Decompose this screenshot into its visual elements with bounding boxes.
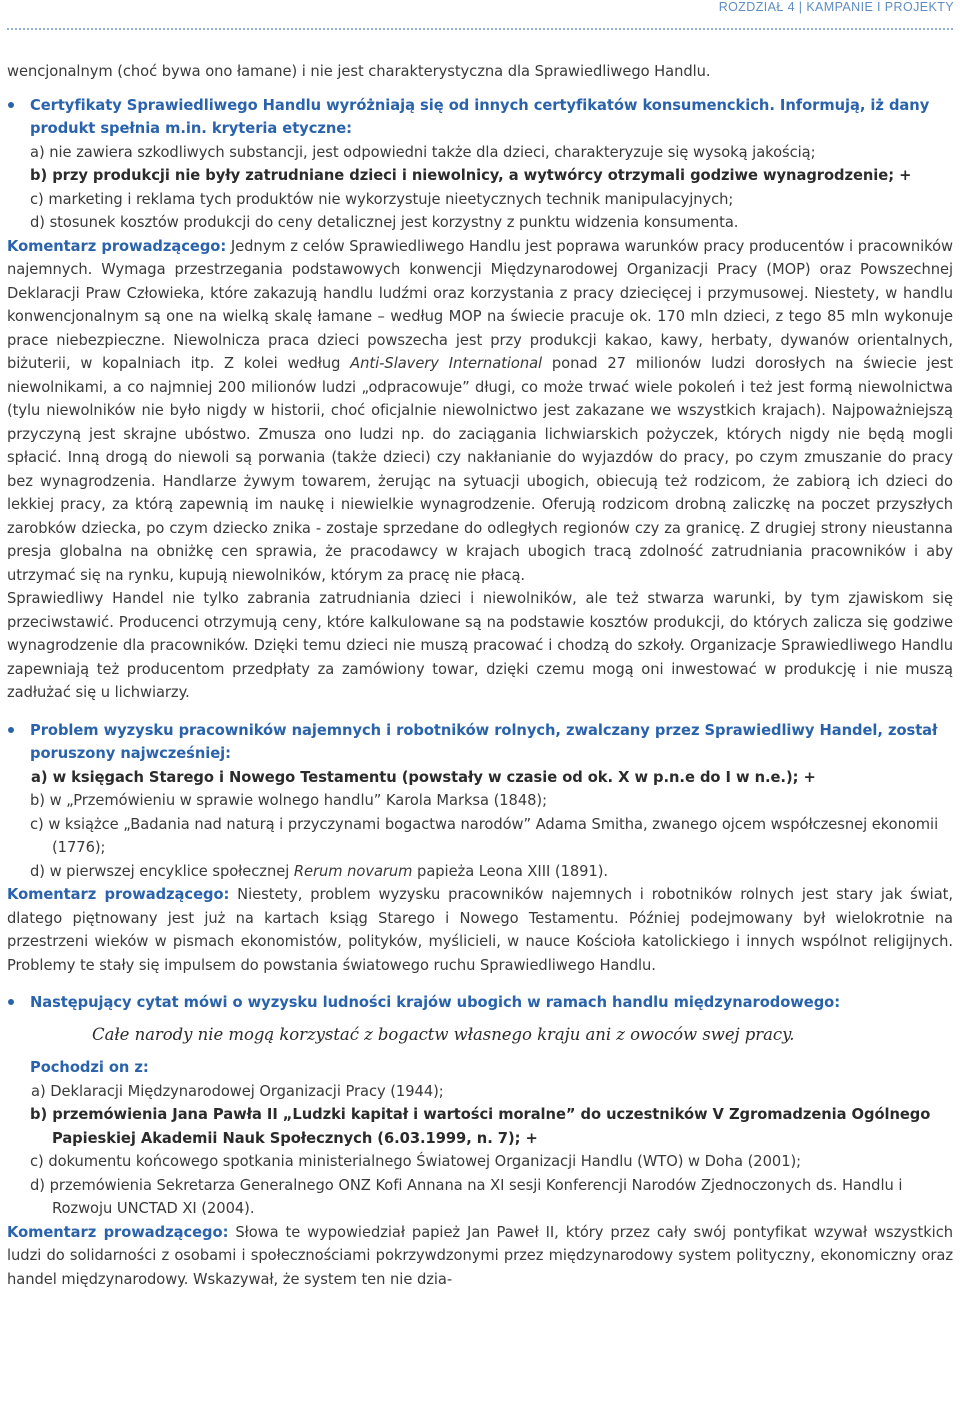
quotation: Całe narody nie mogą korzystać z bogactw własnego kraju ani z owoców swej pracy. (92, 1024, 795, 1044)
question-2-option-b: b) w „Przemówieniu w sprawie wolnego handlu” Karola Marksa (1848); (30, 792, 548, 809)
question-1-option-a: a) nie zawiera szkodliwych substancji, jest odpowiedni także dla dzieci, charakteryzuje się wysoką jakością; (30, 143, 816, 161)
question-3-option-b: b) przemówienia Jana Pawła II „Ludzki kapitał i wartości moralne” do uczestników V Zgromadzenia Ogólnego Papieskiej Akademii Nauk Społecznych (6.03.1999, n. 7); + (30, 1106, 931, 1147)
comment-1-text-a: Jednym z celów Sprawiedliwego Handlu jest poprawa warunków pracy producentów i pracowników najemnych. Wymaga przestrzegania podstawowych konwencji Międzynarodowej Organizacji Pracy (MOP) oraz Powszechnej Deklaracji Praw Człowieka, które zakazują handlu ludźmi oraz korzystania z pracy dziecięcej i przymusowej. Niestety, w handlu konwencjonalnym są one na wielką skalę łamane – według MOP na świecie pracuje ok. 170 mln dzieci, z tego 85 mln wykonuje prace niebezpieczne. Niewolnicza praca dzieci powszecha jest przy produkcji kakao, kawy, herbaty, dywanów orientalnych, biżuterii, w kopalniach itp. Z kolei według (7, 237, 953, 372)
source-label: Pochodzi on z: (30, 1059, 149, 1076)
question-3-option-d: d) przemówienia Sekretarza Generalnego ONZ Kofi Annana na XI sesji Konferencji Narodów Zjednoczonych ds. Handlu i Rozwoju UNCTAD XI (2004). (30, 1176, 903, 1217)
comment-label: Komentarz prowadzącego: (7, 1223, 229, 1241)
question-1-options (7, 141, 953, 235)
comment-3-paragraph (7, 1221, 953, 1292)
intro-paragraph: wencjonalnym (choć bywa ono łamane) i nie jest charakterystyczna dla Sprawiedliwego Handlu. (7, 63, 711, 80)
question-2-option-d (29, 860, 953, 884)
running-header: ROZDZIAŁ 4 | KAMPANIE I PROJEKTY (718, 0, 954, 14)
question-1-option-b: b) przy produkcji nie były zatrudniane dzieci i niewolnicy, a wytwórcy otrzymali godziwe wynagrodzenie; + (30, 167, 912, 184)
question-2-option-c: c) w książce „Badania nad naturą i przyczynami bogactwa narodów” Adama Smitha, zwanego ojcem współczesnej ekonomii (1776); (30, 815, 939, 856)
comment-label: Komentarz prowadzącego: (7, 886, 230, 903)
question-3-option-a: a) Deklaracji Międzynarodowej Organizacji Pracy (1944); (31, 1082, 444, 1100)
question-3-lead: Następujący cytat mówi o wyzysku ludności krajów ubogich w ramach handlu międzynarodowego: (7, 991, 953, 1015)
main-content (7, 60, 953, 1291)
question-3-option-c: c) dokumentu końcowego spotkania ministerialnego Światowej Organizacji Handlu (WTO) w Doha (2001); (30, 1153, 802, 1170)
comment-1-italic: Anti-Slavery International (350, 355, 543, 372)
comment-1-paragraph-2: Sprawiedliwy Handel nie tylko zabrania zatrudniania dzieci i niewolników, ale też stwarza warunki, by tym zjawiskom się przeciwstawić. Producenci otrzymują ceny, które kalkulowane są na podstawie kosztów produkcji, do których zalicza się godziwe wynagrodzenie dla pracowników. Dzięki temu dzieci nie muszą pracować i chodzą do szkoły. Organizacje Sprawiedliwego Handlu zapewniają też producentom przedpłaty za zamówiony towar, dzięki czemu mogą oni inwestować w produkcję i nie muszą zadłużać się u lichwiarzy. (7, 590, 953, 701)
comment-1-paragraph (7, 235, 953, 588)
dotted-divider (6, 28, 954, 30)
comment-1-text-b: ponad 27 milionów ludzi dorosłych na świecie jest niewolnikami, a co najmniej 200 milionów ludzi „odpracowuje” długi, co może trwać wiele pokoleń i też jest formą niewolnictwa (tylu niewolników nie było nigdy w historii, choć oficjalnie niewolnictwo jest zakazane we wszystkich krajach). Najpoważniejszą przyczyną jest skrajne ubóstwo. Zmusza ono ludzi np. do zaciągania lichwiarskich pożyczek, których nigdy nie będą mogli spłacić. Inną drogą do niewoli są porwania (także dzieci) czy nakłanianie do wyjazdów do pracy, po czym zmuszanie do pracy bez wynagrodzenia. Handlarze żywym towarem, żerując na sytuacji ubogich, obiecują też rodzicom, że zabiorą ich dzieci do lekkiej pracy, za którą zapewnią im naukę i niewielkie wynagrodzenie. Oferują rodzicom drobną zaliczkę na poczet przyszłych zarobków dziecka, po czym dziecko znika - zostaje sprzedane do odległych regionów czy za granicę. Z drugiej strony nieustanna presja globalna na obniżkę cen sprawia, że pracodawcy w krajach ubogich tracą zdolność zatrudniania pracowników i aby utrzymać się na rynku, kupują niewolników, którym za pracę nie płacą. (7, 355, 953, 584)
question-1-option-c: c) marketing i reklama tych produktów nie wykorzystuje nieetycznych technik manipulacyjnych; (30, 190, 734, 208)
comment-label: Komentarz prowadzącego: (7, 237, 227, 255)
question-1-option-d: d) stosunek kosztów produkcji do ceny detalicznej jest korzystny z punktu widzenia konsumenta. (30, 214, 739, 231)
comment-3-text: Słowa te wypowiedział papież Jan Paweł II, który przez cały swój pontyfikat wzywał wszystkich ludzi do solidarności z osobami i społecznościami pokrzywdzonymi przez międzynarodowy system polityczny, ekonomiczny oraz handel międzynarodowy. Wskazywał, że system ten nie dzia- (7, 1223, 953, 1288)
question-1-lead: Certyfikaty Sprawiedliwego Handlu wyróżniają się od innych certyfikatów konsumenckich. Informują, iż dany produkt spełnia m.in. kryteria etyczne: (7, 94, 953, 141)
question-2-option-a: a) w księgach Starego i Nowego Testamentu (powstały w czasie od ok. X w p.n.e do I w n.e.); + (31, 768, 816, 786)
option-d-text-end: papieża Leona XIII (1891). (412, 862, 609, 880)
comment-2-paragraph (7, 883, 953, 977)
option-d-text: d) w pierwszej encyklice społecznej (30, 862, 294, 880)
comment-2-text: Niestety, problem wyzysku pracowników najemnych i robotników rolnych jest stary jak świat, dlatego piętnowany jest już na kartach ksiąg Starego i Nowego Testamentu. Później podejmowany był wielokrotnie na przestrzeni wieków w pismach ekonomistów, polityków, myślicieli, w nauce Kościoła katolickiego i innych wspólnot religijnych. Problemy te stały się impulsem do powstania światowego ruchu Sprawiedliwego Handlu. (7, 886, 953, 974)
option-d-italic: Rerum novarum (293, 862, 413, 880)
question-2-lead: Problem wyzysku pracowników najemnych i robotników rolnych, zwalczany przez Sprawiedliwy Handel, został poruszony najwcześniej: (7, 719, 953, 766)
